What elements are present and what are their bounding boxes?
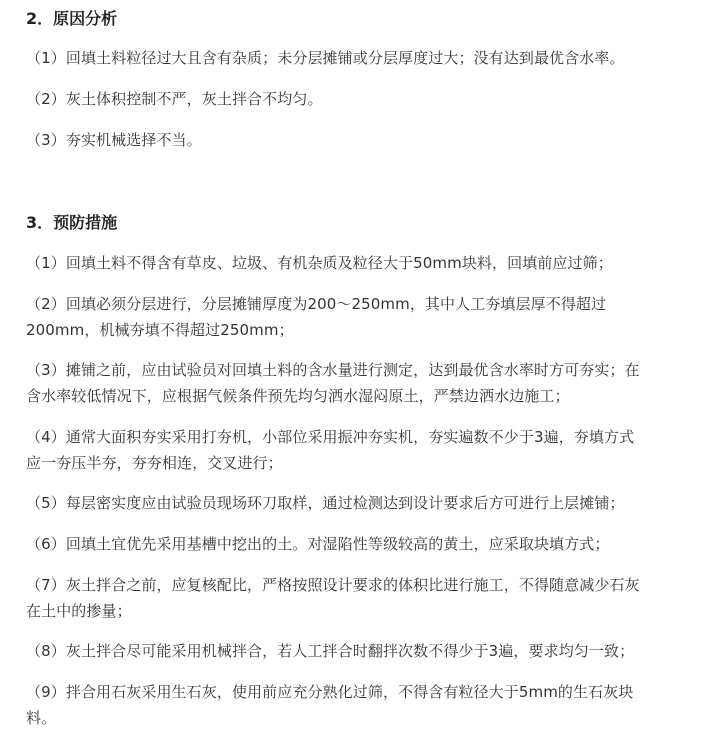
measure-item-2-line-1: （2）回填必须分层进行，分层摊铺厚度为200～250mm，其中人工夯填层厚不得超过 bbox=[26, 295, 607, 313]
measure-item-6 bbox=[26, 531, 609, 557]
measure-item-2 bbox=[26, 291, 606, 343]
measure-item-8-line-1: （8）灰土拌合尽可能采用机械拌合，若人工拌合时翻拌次数不得少于3遍，要求均匀一致； bbox=[26, 642, 635, 660]
cause-item-3: （3）夯实机械选择不当。 bbox=[26, 131, 202, 149]
measure-item-1-line-1: （1）回填土料不得含有草皮、垃圾、有机杂质及粒径大于50mm块料，回填前应过筛； bbox=[26, 254, 613, 272]
section-heading-causes: 2．原因分析 bbox=[26, 9, 118, 28]
measure-item-8 bbox=[26, 638, 634, 664]
measure-item-3-line-2: 含水率较低情况下，应根据气候条件预先均匀洒水湿闷原土，严禁边洒水边施工； bbox=[26, 387, 570, 405]
measure-item-6-line-1: （6）回填土宜优先采用基槽中挖出的土。对湿陷性等级较高的黄土，应采取块填方式； bbox=[26, 535, 610, 553]
measure-item-5 bbox=[26, 490, 625, 516]
measure-item-2-line-2: 200mm，机械夯填不得超过250mm； bbox=[26, 321, 294, 339]
measure-item-9-line-1: （9）拌合用石灰采用生石灰，使用前应充分熟化过筛，不得含有粒径大于5mm的生石灰块 bbox=[26, 683, 634, 701]
measure-item-9 bbox=[26, 679, 633, 731]
measure-item-4 bbox=[26, 424, 634, 476]
measure-item-1 bbox=[26, 250, 613, 276]
measure-item-9-line-2: 料。 bbox=[26, 709, 57, 727]
measure-item-7-line-1: （7）灰土拌合之前，应复核配比，严格按照设计要求的体积比进行施工，不得随意减少石灰 bbox=[26, 576, 640, 594]
measure-item-3-line-1: （3）摊铺之前，应由试验员对回填土料的含水量进行测定，达到最优含水率时方可夯实；在 bbox=[26, 361, 640, 379]
measure-item-4-line-1: （4）通常大面积夯实采用打夯机，小部位采用振冲夯实机，夯实遍数不少于3遍，夯填方式 bbox=[26, 428, 635, 446]
section-heading-measures: 3．预防措施 bbox=[26, 213, 118, 232]
measure-item-3 bbox=[26, 357, 640, 409]
cause-item-1: （1）回填土料粒径过大且含有杂质；未分层摊铺或分层厚度过大；没有达到最优含水率。 bbox=[26, 49, 625, 67]
measure-item-7 bbox=[26, 572, 640, 624]
cause-item-2: （2）灰土体积控制不严，灰土拌合不均匀。 bbox=[26, 90, 323, 108]
measure-item-4-line-2: 应一夯压半夯，夯夯相连，交叉进行； bbox=[26, 454, 283, 472]
measure-item-5-line-1: （5）每层密实度应由试验员现场环刀取样，通过检测达到设计要求后方可进行上层摊铺； bbox=[26, 494, 625, 512]
measure-item-7-line-2: 在土中的掺量； bbox=[26, 602, 132, 620]
